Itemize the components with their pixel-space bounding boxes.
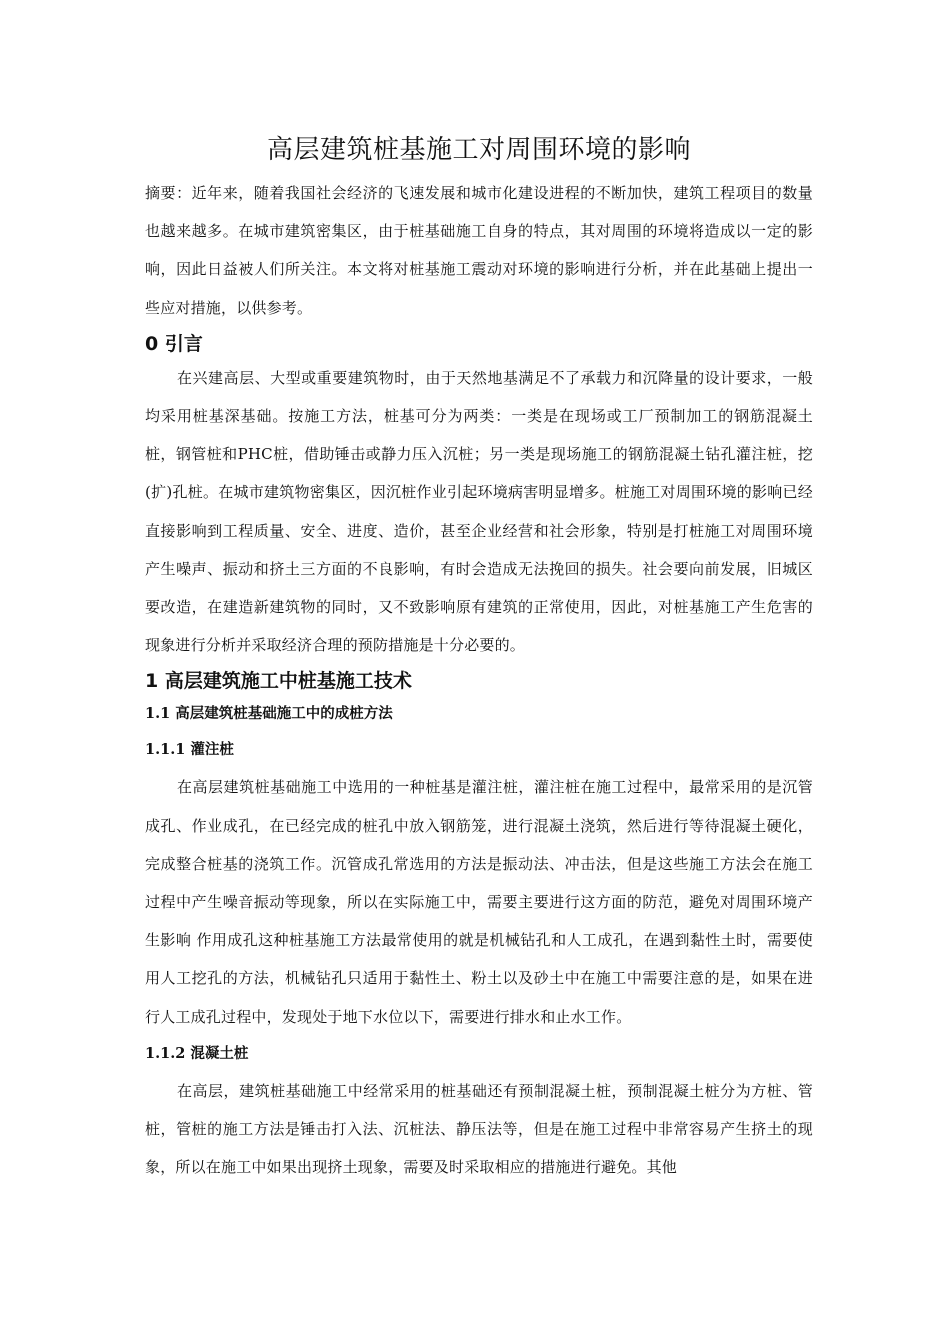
document-title: 高层建筑桩基施工对周围环境的影响 bbox=[266, 135, 691, 165]
intro-paragraph: 在兴建高层、大型或重要建筑物时，由于天然地基满足不了承载力和沉降量的设计要求，一般均采用桩基深基础。按施工方法，桩基可分为两类：一类是在现场或工厂预制加工的钢筋混凝土桩，钢管桩和PHC桩，借助锤击或静力压入沉桩；另一类是现场施工的钢筋混凝土钻孔灌注桩，挖(扩)孔桩。在城市建筑物密集区，因沉桩作业引起环境病害明显增多。桩施工对周围环境的影响已经直接影响到工程质量、安全、进度、造价，甚至企业经营和社会形象，特别是打桩施工对周围环境产生噪声、振动和挤土三方面的不良影响，有时会造成无法挽回的损失。社会要向前发展，旧城区要改造，在建造新建筑物的同时，又不致影响原有建筑的正常使用，因此，对桩基施工产生危害的现象进行分析并采取经济合理的预防措施是十分必要的。 bbox=[145, 368, 813, 655]
section-1-1-1-heading: 1.1.1 灌注桩 bbox=[145, 741, 234, 759]
section-1-1-1-paragraph: 在高层建筑桩基础施工中选用的一种桩基是灌注桩，灌注桩在施工过程中，最常采用的是沉管成孔、作业成孔，在已经完成的桩孔中放入钢筋笼，进行混凝土浇筑，然后进行等待混凝土硬化，完成整合桩基的浇筑工作。沉管成孔常选用的方法是振动法、冲击法，但是这些施工方法会在施工过程中产生噪音振动等现象，所以在实际施工中，需要主要进行这方面的防范，避免对周围环境产生影响 作用成孔这种桩基施工方法最常使用的就是机械钻孔和人工成孔，在遇到黏性土时，需要使用人工挖孔的方法，机械钻孔只适用于黏性土、粉土以及砂土中在施工中需要注意的是，如果在进行人工成孔过程中，发现处于地下水位以下，需要进行排水和止水工作。 bbox=[145, 778, 813, 1026]
section-1-heading: 1 高层建筑施工中桩基施工技术 bbox=[145, 670, 412, 693]
abstract-paragraph: 摘要：近年来，随着我国社会经济的飞速发展和城市化建设进程的不断加快，建筑工程项目的数量也越来越多。在城市建筑密集区，由于桩基础施工自身的特点，其对周围的环境将造成以一定的影响，因此日益被人们所关注。本文将对桩基施工震动对环境的影响进行分析，并在此基础上提出一些应对措施，以供参考。 bbox=[145, 184, 813, 317]
section-1-1-2-heading: 1.1.2 混凝土桩 bbox=[145, 1044, 249, 1062]
document-body bbox=[145, 128, 813, 1186]
intro-heading: 0 引言 bbox=[145, 332, 203, 355]
section-1-1-heading: 1.1 高层建筑桩基础施工中的成桩方法 bbox=[145, 705, 393, 723]
section-1-1-2-paragraph: 在高层，建筑桩基础施工中经常采用的桩基础还有预制混凝土桩，预制混凝土桩分为方桩、管桩，管桩的施工方法是锤击打入法、沉桩法、静压法等，但是在施工过程中非常容易产生挤土的现象，所以在施工中如果出现挤土现象，需要及时采取相应的措施进行避免。其他 bbox=[145, 1081, 813, 1177]
